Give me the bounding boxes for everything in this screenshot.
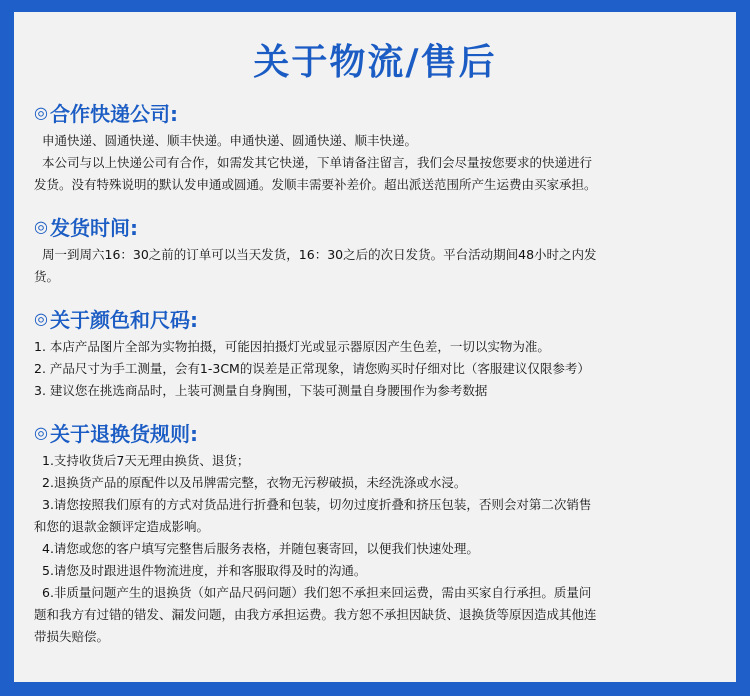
section-line: 6.非质量问题产生的退换货（如产品尺码问题）我们恕不承担来回运费，需由买家自行承担。质量问	[42, 585, 592, 600]
section-line: 带损失赔偿。	[34, 629, 110, 644]
section-line: 1. 本店产品图片全部为实物拍摄，可能因拍摄灯光或显示器原因产生色差，一切以实物为准。	[34, 339, 550, 354]
section-line: 1.支持收货后7天无理由换货、退货；	[42, 453, 250, 468]
section-line: 周一到周六16：30之前的订单可以当天发货，16：30之后的次日发货。平台活动期间48小时之内发	[42, 247, 597, 262]
section-color-size	[34, 304, 724, 402]
section-heading	[34, 418, 724, 446]
section-heading-text: 发货时间:	[49, 215, 138, 240]
section-heading	[34, 304, 724, 332]
section-shipping-time	[34, 212, 724, 288]
section-line: 3. 建议您在挑选商品时，上装可测量自身胸围，下装可测量自身腰围作为参考数据	[34, 383, 488, 398]
section-line: 5.请您及时跟进退件物流进度，并和客服取得及时的沟通。	[42, 563, 367, 578]
section-line: 4.请您或您的客户填写完整售后服务表格，并随包裹寄回，以便我们快速处理。	[42, 541, 479, 556]
circle-bullet-icon: ◎	[34, 308, 48, 328]
section-line: 本公司与以上快递公司有合作，如需发其它快递，下单请备注留言，我们会尽量按您要求的快递进行	[42, 155, 593, 170]
sections-container	[34, 98, 724, 664]
section-line: 2. 产品尺寸为手工测量，会有1-3CM的误差是正常现象，请您购买时仔细对比（客服建议仅限参考）	[34, 361, 590, 376]
section-heading	[34, 212, 724, 240]
section-shipping-partners	[34, 98, 724, 196]
section-return-policy	[34, 418, 724, 648]
section-line: 2.退换货产品的原配件以及吊牌需完整，衣物无污秽破损，未经洗涤或水浸。	[42, 475, 467, 490]
section-heading	[34, 98, 724, 126]
circle-bullet-icon: ◎	[34, 422, 48, 442]
section-heading-text: 合作快递公司:	[49, 101, 178, 126]
page-title: 关于物流/售后	[253, 42, 497, 83]
content-panel	[14, 12, 736, 682]
circle-bullet-icon: ◎	[34, 216, 48, 236]
section-heading-text: 关于退换货规则:	[49, 421, 198, 446]
section-line: 发货。没有特殊说明的默认发申通或圆通。发顺丰需要补差价。超出派送范围所产生运费由买家承担。	[34, 177, 597, 192]
circle-bullet-icon: ◎	[34, 102, 48, 122]
section-heading-text: 关于颜色和尺码:	[49, 307, 198, 332]
section-line: 题和我方有过错的错发、漏发问题，由我方承担运费。我方恕不承担因缺货、退换货等原因造成其他连	[34, 607, 597, 622]
section-line: 申通快递、圆通快递、顺丰快递。申通快递、圆通快递、顺丰快递。	[42, 133, 418, 148]
section-line: 3.请您按照我们原有的方式对货品进行折叠和包装，切勿过度折叠和挤压包装，否则会对第二次销售	[42, 497, 592, 512]
section-line: 货。	[34, 269, 60, 284]
section-line: 和您的退款金额评定造成影响。	[34, 519, 210, 534]
